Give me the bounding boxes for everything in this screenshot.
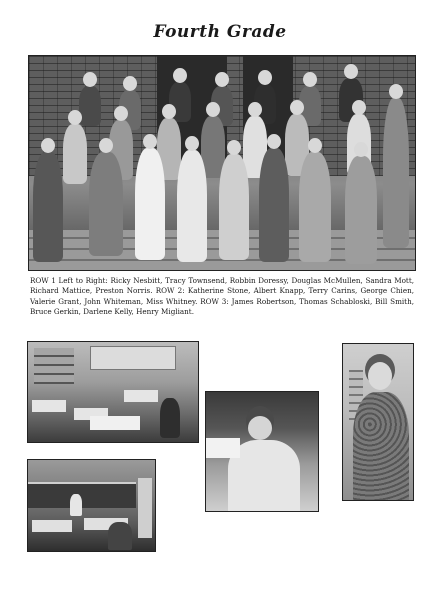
teacher-face [248, 416, 272, 440]
doorway [138, 478, 152, 538]
blackboard [28, 482, 136, 508]
student-desk [32, 520, 72, 532]
student-figure [79, 86, 101, 126]
page-title: Fourth Grade [153, 22, 287, 42]
student-figure [33, 152, 63, 262]
student-figure [160, 398, 180, 438]
photo-caption: ROW 1 Left to Right: Ricky Nesbitt, Tracy Townsend, Robbin Doressy, Douglas McMullen, Sandra Mott, Richard Mattice, Preston Norris. ROW 2: Katherine Stone, Albert Knapp, Terry Carins, George Chien, Valerie Grant, John Whiteman, Miss Whitney. ROW 3: James Robertson, Thomas Schabloski, Bill Smith, Bruce Gerkin, Darlene Kelly, Henry Migliant. [30, 276, 414, 317]
student-desk [90, 416, 140, 430]
class-group-photo [28, 55, 416, 271]
student-figure [70, 494, 82, 516]
student-figure [108, 522, 132, 550]
student-figure [259, 148, 289, 262]
student-figure [63, 124, 87, 184]
student-figure [89, 152, 123, 256]
classroom-students-photo [27, 341, 199, 443]
desk-papers [206, 438, 240, 458]
student-figure [219, 154, 249, 260]
teacher-figure [383, 98, 409, 248]
student-desk [32, 400, 66, 412]
teacher-dress [353, 392, 409, 500]
student-desk [124, 390, 158, 402]
student-figure [135, 148, 165, 260]
student-figure [345, 156, 377, 264]
classroom-blackboard-photo [27, 459, 156, 552]
student-figure [299, 152, 331, 262]
bulletin-board [90, 346, 176, 370]
teacher-face [368, 362, 392, 390]
teacher-portrait-photo [342, 343, 414, 501]
student-figure [177, 150, 207, 262]
teacher-at-desk-photo [205, 391, 319, 512]
bookshelf [34, 348, 74, 384]
